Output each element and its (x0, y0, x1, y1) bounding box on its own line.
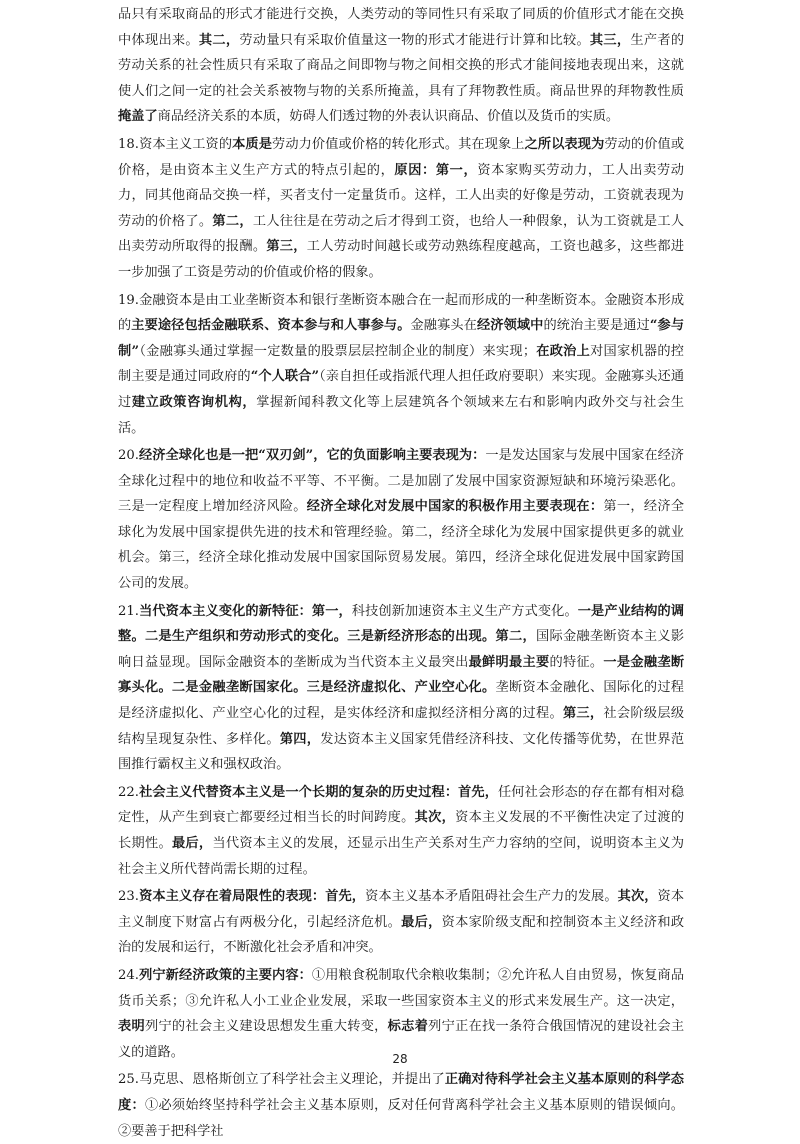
bold-text: 最后， (171, 836, 213, 851)
text-run: 任何社会形态的存在都有相对稳定性，从产生到衰亡都要经过相当长的时间跨度。 (118, 784, 685, 826)
paragraph-p17-cont (118, 2, 684, 130)
paragraph-p25 (118, 1067, 684, 1144)
bold-text: 一是金融垄断寡头化。二是金融垄断国家化。三是经济虚拟化、产业空心化。 (118, 654, 685, 696)
text-run: （亲自担任或指派代理人担任政府要职）来实现。金融寡头还通过 (118, 369, 685, 410)
bold-text: 当代资本主义变化的新特征：第一， (138, 603, 352, 619)
bold-text: 最后， (401, 914, 442, 930)
text-run: 垄断资本金融化、国际化的过程是经济虚拟化、产业空心化的过程，是实体经济和虚拟经济相分离的过程。 (118, 680, 684, 722)
text-run: 25.马克思、恩格斯创立了科学社会主义理论，并提出了 (118, 1072, 445, 1088)
text-run: 劳动量只有采取价值量这一物的形式才能进行计算和比较。 (239, 32, 590, 48)
text-run: 资本主义制度下财富占有两极分化，引起经济危机。 (118, 889, 685, 930)
text-run: 第一，经济全球化为发展中国家提供先进的技术和管理经验。第二，经济全球化为发展中国家提供更多的就业机会。第三，经济全球化推动发展中国家国际贸易发展。第四，经济全球化促进发展中国家跨国公司的发展。 (118, 499, 685, 592)
text-run: 一是发达国家与发展中国家在经济全球化过程中的地位和收益不平等、不平衡。二是加剧了发展中国家资源短缺和环境污染恶化。三是一定程度上增加经济风险。 (118, 448, 684, 515)
text-run: 19.金融资本是由工业垄断资本和银行垄断资本融合在一起而形成的一种垄断资本。金融资本形成的 (118, 292, 684, 334)
text-run: 资本家购买劳动力，工人出卖劳动力，同其他商品交换一样，买者支付一定量货币。这样，工人出卖的好像是劳动，工资就表现为劳动的价格了。 (118, 162, 684, 229)
bold-text: 在政治上 (536, 343, 591, 359)
bold-text: 第三， (266, 239, 307, 255)
bold-text: 掩盖了 (118, 109, 158, 125)
bold-text: 标志着 (387, 1019, 429, 1035)
text-run: 22. (118, 784, 139, 800)
bold-text: 其二， (198, 32, 240, 48)
text-run: 工人劳动时间越长或劳动熟练程度越高，工资也越多，这些都进一步加强了工资是劳动的价值或价格的假象。 (118, 239, 685, 280)
bold-text: 社会主义代替资本主义是一个长期的复杂的历史过程：首先， (138, 784, 499, 800)
bold-text: 最鲜明最主要 (468, 654, 550, 670)
page-number: 28 (392, 1052, 408, 1066)
bold-text: 表明 (118, 1019, 145, 1035)
text-run: 对国家机器的控制主要是通过同政府的 (118, 343, 684, 385)
bold-text: 原因：第一， (394, 162, 478, 178)
text-run: 列宁正在找一条符合俄国情况的建设社会主义的道路。 (118, 1019, 685, 1060)
text-run: 20. (118, 448, 139, 464)
text-run: 的特征。 (549, 654, 604, 670)
text-run: ①必须始终坚持科学社会主义基本原则，反对任何背离科学社会主义基本原则的错误倾向。②要善于把科学社 (118, 1097, 684, 1139)
text-run: 科技创新加速资本主义生产方式变化。 (351, 603, 578, 619)
text-run: 国际金融垄断资本主义影响日益显现。国际金融资本的垄断成为当代资本主义最突出 (118, 629, 685, 670)
text-run: 列宁的社会主义建设思想发生重大转变， (144, 1019, 388, 1035)
text-run: 掌握新闻科教文化等上层建筑各个领域来左右和影响内政外交与社会生活。 (118, 394, 685, 436)
text-run: 品只有采取商品的形式才能进行交换，人类劳动的等同性只有采取了同质的价值形式才能在交换中体现出来。 (118, 7, 684, 48)
bold-text: 其三， (589, 32, 631, 48)
bold-text: 建立政策咨询机构， (131, 394, 257, 410)
paragraph-p20 (118, 443, 684, 597)
text-run: ①用粮食税制取代余粮收集制；②允许私人自由贸易，恢复商品货币关系；③允许私人小工业企业发展，采取一些国家资本主义的形式来发展生产。这一决定， (118, 967, 685, 1009)
text-run: 18.资本主义工资的 (118, 136, 233, 152)
bold-text: 其次， (414, 810, 456, 826)
bold-text: 经济领域中 (476, 318, 544, 334)
text-run: 当代资本主义的发展，还显示出生产关系对生产力容纳的空间，说明资本主义为社会主义所代替尚需长期的过程。 (118, 836, 685, 877)
paragraph-p21 (118, 599, 684, 778)
text-run: 商品经济关系的本质，妨碍人们透过物的外表认识商品、价值以及货币的实质。 (157, 109, 620, 125)
text-run: （金融寡头通过掌握一定数量的股票层层控制企业的制度）来实现； (139, 343, 537, 359)
paragraph-p22 (118, 780, 684, 882)
text-run: 24. (118, 967, 139, 983)
text-run: 资本主义发展的不平衡性决定了过渡的长期性。 (118, 810, 685, 851)
text-run: 工人往往是在劳动之后才得到工资，也给人一种假象，认为工资就是工人出卖劳动所取得的报酬。 (118, 213, 685, 255)
paragraph-p19 (118, 288, 684, 442)
paragraph-p24 (118, 963, 684, 1065)
bold-text: 主要途径包括金融联系、资本参与和人事参与。 (131, 318, 411, 334)
bold-text: 列宁新经济政策的主要内容： (138, 967, 312, 983)
bold-text: 经济全球化也是一把“双刃剑”，它的负面影响主要表现为： (138, 448, 486, 464)
text-run: 生产者的劳动关系的社会性质只有采取了商品之间即物与物之间相交换的形式才能间接地表现出来，这就使人们之间一定的社会关系被物与物的关系所掩盖，具有了拜物教性质。商品世界的拜物教性质 (118, 32, 685, 99)
bold-text: 正确对待科学社会主义基本原则的科学态度： (118, 1072, 684, 1113)
text-run: 23. (118, 889, 139, 905)
text-run: 资本主义基本矛盾阻碍社会生产力的发展。 (365, 889, 618, 905)
bold-text: 经济全球化对发展中国家的积极作用主要表现在： (306, 499, 604, 515)
text-run: 社会阶级层级结构呈现复杂性、多样化。 (118, 706, 685, 747)
bold-text: “个人联合” (250, 369, 320, 385)
text-run: 发达资本主义国家凭借经济科技、文化传播等优势，在世界范围推行霸权主义和强权政治。 (118, 731, 685, 773)
bold-text: 一是产业结构的调整。二是生产组织和劳动形式的变化。三是新经济形态的出现。第二， (118, 603, 685, 645)
paragraph-p23 (118, 884, 684, 961)
bold-text: 其次， (617, 889, 658, 905)
bold-text: 第三， (562, 706, 604, 722)
paragraph-p18 (118, 132, 684, 286)
bold-text: “参与制” (118, 318, 685, 359)
text-run: 劳动的价值或价格，是由资本主义生产方式的特点引起的， (118, 136, 685, 178)
text-run: 资本家阶级支配和控制资本主义经济和政治的发展和运行，不断激化社会矛盾和冲突。 (118, 914, 685, 956)
page-body (118, 2, 684, 1144)
text-run: 21. (118, 603, 139, 619)
text-run: 的统治主要是通过 (543, 318, 650, 334)
bold-text: 之所以表现为 (524, 136, 605, 152)
text-run: 金融寡头在 (410, 318, 477, 334)
text-run: 劳动力价值或价格的转化形式。其在现象上 (272, 136, 525, 152)
bold-text: 第二， (212, 213, 253, 229)
bold-text: 本质是 (232, 136, 273, 152)
bold-text: 第四， (279, 731, 321, 747)
bold-text: 资本主义存在着局限性的表现：首先， (138, 889, 366, 905)
